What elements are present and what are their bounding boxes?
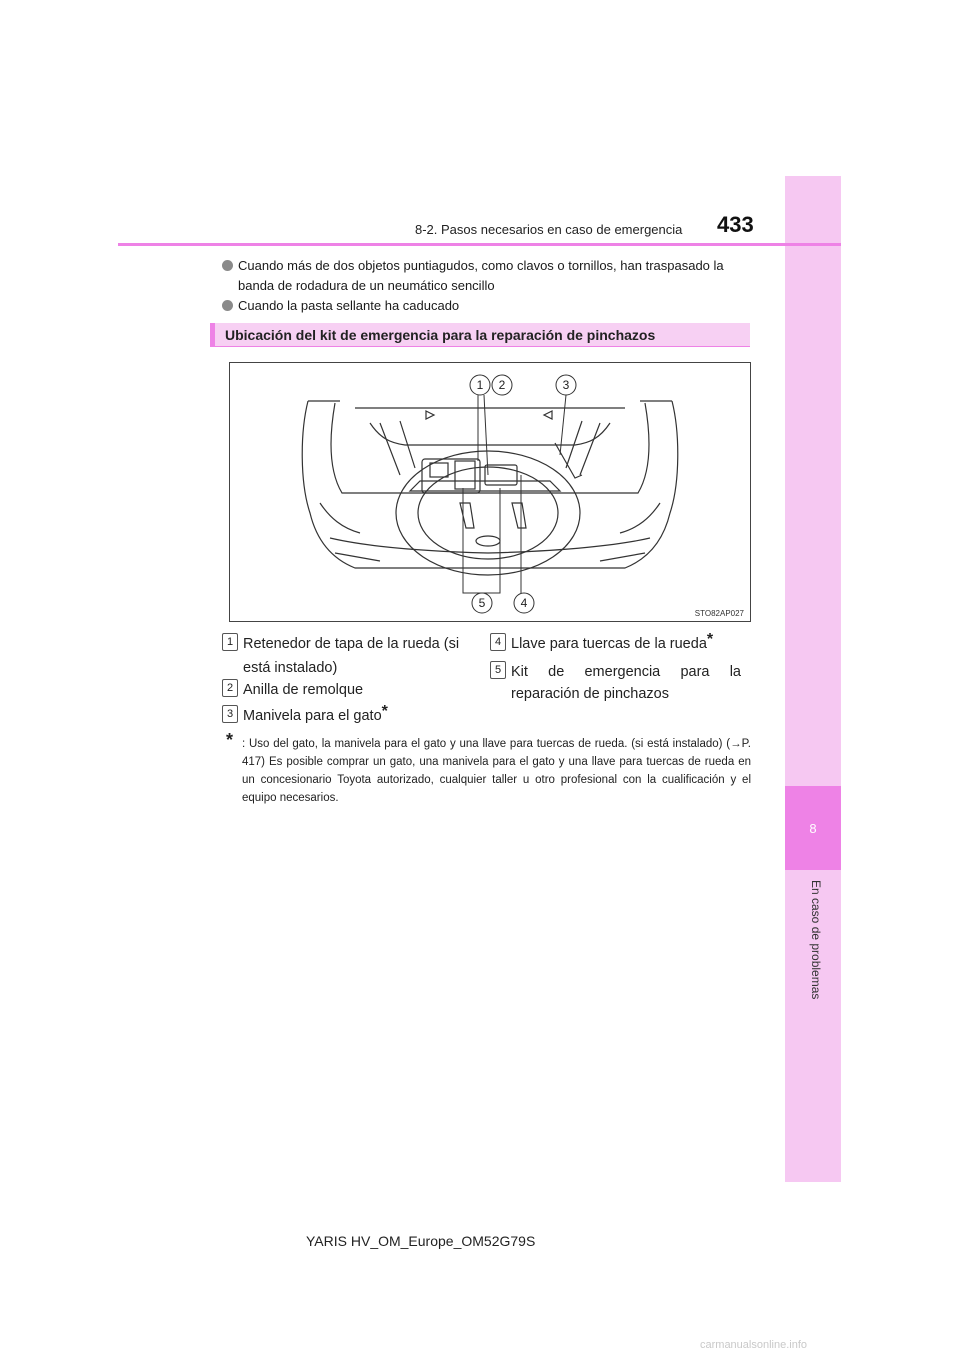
section-heading: Ubicación del kit de emergencia para la reparación de pinchazos	[210, 323, 750, 347]
legend-item	[511, 682, 669, 706]
page-number: 433	[717, 212, 754, 237]
callout-4: 4	[520, 596, 528, 610]
legend-number: 2	[222, 679, 238, 697]
bullet-text: Cuando más de dos objetos puntiagudos, como clavos o tornillos, han traspasado la banda de rodadura de un neumático sencillo	[238, 258, 724, 293]
bullet-dot-icon	[222, 300, 233, 311]
legend-number: 3	[222, 705, 238, 723]
chapter-number: 8	[809, 820, 817, 836]
chapter-number-badge	[785, 786, 841, 870]
legend-number: 1	[222, 633, 238, 651]
footnote-star-marker: *	[706, 631, 714, 648]
legend-text: Anilla de remolque	[243, 682, 364, 698]
legend-item	[511, 632, 713, 656]
legend-item	[243, 704, 388, 728]
legend-number: 4	[490, 633, 506, 651]
chapter-title: En caso de problemas	[809, 880, 823, 1000]
legend-text: Retenedor de tapa de la rueda (si	[243, 636, 460, 652]
legend-item	[511, 660, 741, 684]
footnote-star-marker: *	[381, 703, 388, 720]
legend-item	[243, 632, 459, 680]
legend-item	[243, 678, 363, 702]
header-rule	[118, 243, 841, 246]
legend-text: está instalado)	[243, 660, 338, 676]
footnote	[226, 730, 751, 807]
legend-text: Llave para tuercas de la rueda	[511, 636, 707, 652]
bullet-item	[222, 256, 752, 296]
callout-3: 3	[562, 378, 570, 392]
bullet-text: Cuando la pasta sellante ha caducado	[238, 298, 460, 313]
document-footer: YARIS HV_OM_Europe_OM52G79S	[306, 1233, 536, 1249]
legend-text: Manivela para el gato	[243, 708, 382, 724]
callout-5: 5	[478, 596, 486, 610]
callout-2: 2	[498, 378, 506, 392]
section-header: 8-2. Pasos necesarios en caso de emergencia	[415, 222, 683, 237]
site-watermark: carmanualsonline.info	[700, 1339, 808, 1351]
footnote-star: *	[226, 730, 234, 750]
trunk-drawing	[230, 363, 750, 621]
footnote-text: : Uso del gato, la manivela para el gato y una llave para tuercas de rueda. (si está instalado) (→P. 417) Es posible comprar un gato, una manivela para el gato y una llave para tuercas de rueda en un concesionario Toyota autorizado, cualquier taller u otro profesional con la cualificación y el equipo necesarios.	[242, 738, 751, 804]
legend-number: 5	[490, 661, 506, 679]
legend-text: Kit de emergencia para la	[511, 664, 741, 680]
figure-code: STO82AP027	[694, 609, 744, 618]
trunk-illustration	[229, 362, 751, 622]
callout-1: 1	[476, 378, 484, 392]
bullet-item	[222, 296, 752, 316]
legend-text: reparación de pinchazos	[511, 686, 669, 702]
bullet-dot-icon	[222, 260, 233, 271]
